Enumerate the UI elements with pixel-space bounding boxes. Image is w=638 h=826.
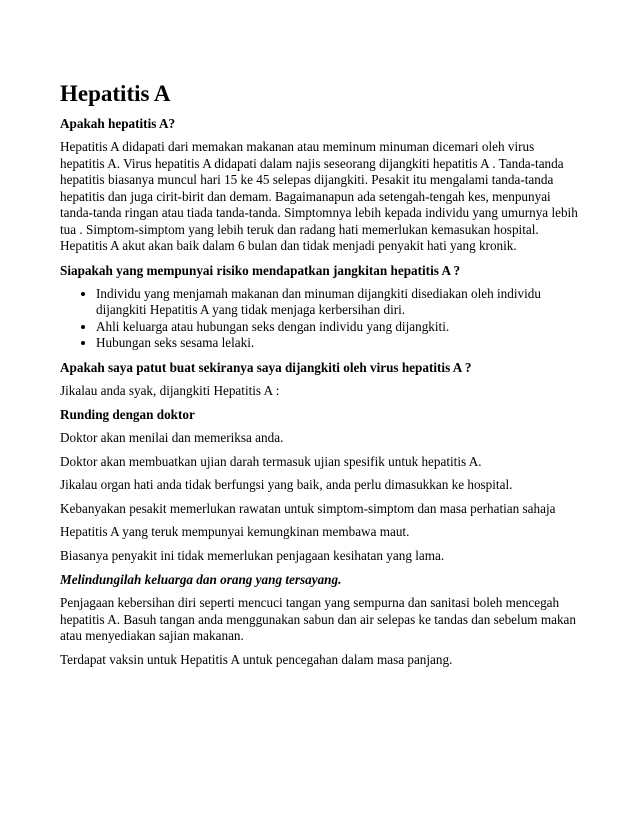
paragraph: Kebanyakan pesakit memerlukan rawatan untuk simptom-simptom dan masa perhatian sahaja — [60, 500, 556, 516]
section-heading-what-is: Apakah hepatitis A? — [60, 116, 176, 131]
section-heading-what-to-do: Apakah saya patut buat sekiranya saya dijangkiti oleh virus hepatitis A ? — [60, 359, 472, 375]
paragraph: Jikalau organ hati anda tidak berfungsi yang baik, anda perlu dimasukkan ke hospital. — [60, 477, 513, 492]
section-heading-risk: Siapakah yang mempunyai risiko mendapatkan jangkitan hepatitis A ? — [60, 262, 461, 278]
paragraph: Doktor akan membuatkan ujian darah termasuk ujian spesifik untuk hepatitis A. — [60, 453, 482, 469]
list-item: • Hubungan seks sesama lelaki. — [96, 335, 580, 352]
paragraph: Doktor akan menilai dan memeriksa anda. — [60, 430, 284, 445]
section-body-what-is: Hepatitis A didapati dari memakan makanan atau meminum minuman dicemari oleh virus hepatitis A. Virus hepatitis A didapati dalam najis seseorang dijangkiti hepatitis A . Tanda-tanda hepatitis biasanya muncul hari 15 ke 45 selepas dijangkiti. Pesakit itu mengalami tanda-tanda hepatitis dan juga cirit-birit dan demam. Bagaimanapun ada setengah-tengah kes, menpunyai tanda-tanda ringan atau tiada tanda-tanda. Simptomnya lebih kepada individu yang umurnya lebih tua . Simptom-simptom yang lebih teruk dan radang hati memerlukan kemasukan hospital. Hepatitis A akut akan baik dalam 6 bulan dan tidak menjadi penyakit hati yang kronik. — [60, 139, 578, 253]
paragraph: Hepatitis A yang teruk mempunyai kemungkinan membawa maut. — [60, 524, 410, 539]
section-heading-protect-family: Melindungilah keluarga dan orang yang tersayang. — [60, 572, 342, 587]
risk-list — [60, 286, 580, 352]
section-heading-consult-doctor: Runding dengan doktor — [60, 407, 195, 422]
paragraph: Biasanya penyakit ini tidak memerlukan penjagaan kesihatan yang lama. — [60, 547, 445, 563]
paragraph: Penjagaan kebersihan diri seperti mencuci tangan yang sempurna dan sanitasi boleh mencegah hepatitis A. Basuh tangan anda menggunakan sabun dan air selepas ke tandas dan sebelum makan atau menyediakan sajian makanan. — [60, 595, 576, 643]
document-page — [60, 80, 580, 675]
section-intro-what-to-do: Jikalau anda syak, dijangkiti Hepatitis A : — [60, 382, 280, 398]
list-item: • Individu yang menjamah makanan dan minuman dijangkiti disediakan oleh individu dijangkiti Hepatitis A yang tidak menjaga kerbersihan diri. — [96, 286, 580, 319]
document-title: Hepatitis A — [60, 81, 171, 106]
paragraph: Terdapat vaksin untuk Hepatitis A untuk pencegahan dalam masa panjang. — [60, 651, 453, 667]
list-item: • Ahli keluarga atau hubungan seks dengan individu yang dijangkiti. — [96, 319, 580, 336]
